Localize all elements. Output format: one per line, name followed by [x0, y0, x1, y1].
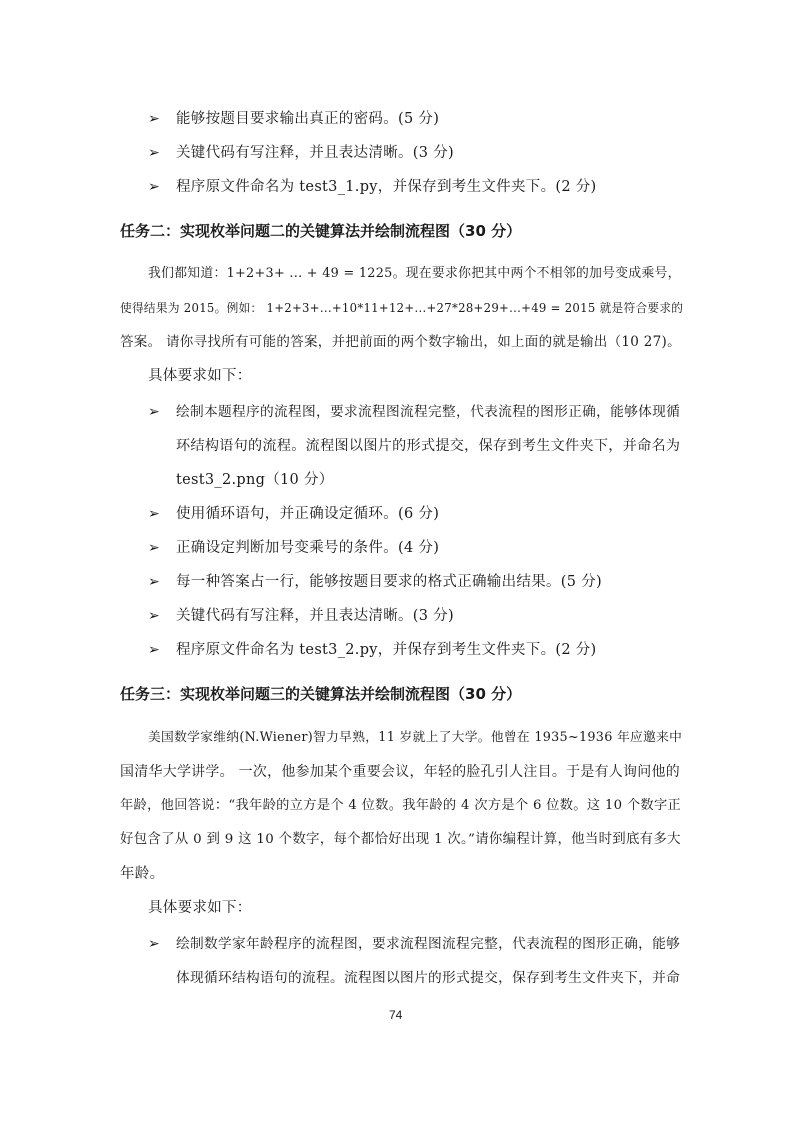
bullet-text: 关键代码有写注释，并且表达清晰。(3 分): [176, 145, 454, 161]
bullet-arrow-icon: ➢: [148, 111, 160, 127]
bullet-arrow-icon: ➢: [148, 145, 160, 161]
bullet-arrow-icon: ➢: [148, 506, 160, 522]
bullet-text: 每一种答案占一行，能够按题目要求的格式正确输出结果。(5 分): [176, 574, 602, 590]
bullet-text: 能够按题目要求输出真正的密码。(5 分): [176, 111, 440, 127]
task2-requirements-intro: 具体要求如下：: [148, 368, 252, 384]
task3-paragraph-line: 年龄。: [120, 866, 165, 882]
bullet-text: 使用循环语句，并正确设定循环。(6 分): [176, 506, 440, 522]
bullet-text: 环结构语句的流程。流程图以图片的形式提交，保存到考生文件夹下，并命名为: [176, 438, 681, 454]
bullet-text: 绘制本题程序的流程图，要求流程图流程完整，代表流程的图形正确，能够体现循: [176, 404, 681, 420]
task2-heading: 任务二：实现枚举问题二的关键算法并绘制流程图（30 分）: [120, 222, 522, 240]
bullet-text: 正确设定判断加号变乘号的条件。(4 分): [176, 540, 440, 556]
bullet-arrow-icon: ➢: [148, 404, 160, 420]
task3-heading: 任务三：实现枚举问题三的关键算法并绘制流程图（30 分）: [120, 685, 522, 703]
bullet-text: 绘制数学家年龄程序的流程图，要求流程图流程完整，代表流程的图形正确，能够: [176, 936, 681, 952]
task3-paragraph-line: 年龄，他回答说：“我年龄的立方是个 4 位数。我年龄的 4 次方是个 6 位数。这 10 个数字正: [120, 798, 682, 813]
bullet-text: 关键代码有写注释，并且表达清晰。(3 分): [176, 608, 454, 624]
bullet-arrow-icon: ➢: [148, 179, 160, 195]
bullet-arrow-icon: ➢: [148, 608, 160, 624]
bullet-arrow-icon: ➢: [148, 574, 160, 590]
task3-requirements-intro: 具体要求如下：: [148, 900, 252, 916]
bullet-text: 体现循环结构语句的流程。流程图以图片的形式提交，保存到考生文件夹下，并命: [176, 970, 681, 986]
bullet-text: 程序原文件命名为 test3_2.py，并保存到考生文件夹下。(2 分): [176, 642, 597, 658]
task3-paragraph-line: 好包含了从 0 到 9 这 10 个数字，每个都恰好出现 1 次。”请你编程计算，他当时到底有多大: [120, 832, 681, 847]
task3-paragraph-line: 国清华大学讲学。 一次，他参加某个重要会议，年轻的脸孔引人注目。于是有人询问他的: [120, 764, 680, 780]
task2-paragraph-line: 答案。 请你寻找所有可能的答案，并把前面的两个数字输出，如上面的就是输出（10 27)。: [120, 334, 681, 350]
task2-paragraph-line: 使得结果为 2015。例如： 1+2+3+...+10*11+12+...+27*28+29+...+49 = 2015 就是符合要求的: [120, 301, 684, 315]
bullet-arrow-icon: ➢: [148, 642, 160, 658]
task2-paragraph-line: 我们都知道：1+2+3+ ... + 49 = 1225。现在要求你把其中两个不相邻的加号变成乘号，: [148, 266, 681, 281]
bullet-arrow-icon: ➢: [148, 540, 160, 556]
task3-paragraph-line: 美国数学家维纳(N.Wiener)智力早熟，11 岁就上了大学。他曾在 1935~1936 年应邀来中: [148, 730, 683, 745]
bullet-text: 程序原文件命名为 test3_1.py，并保存到考生文件夹下。(2 分): [176, 179, 597, 195]
bullet-arrow-icon: ➢: [148, 936, 160, 952]
page-number: 74: [389, 1008, 403, 1022]
bullet-text: test3_2.png（10 分）: [176, 472, 334, 488]
